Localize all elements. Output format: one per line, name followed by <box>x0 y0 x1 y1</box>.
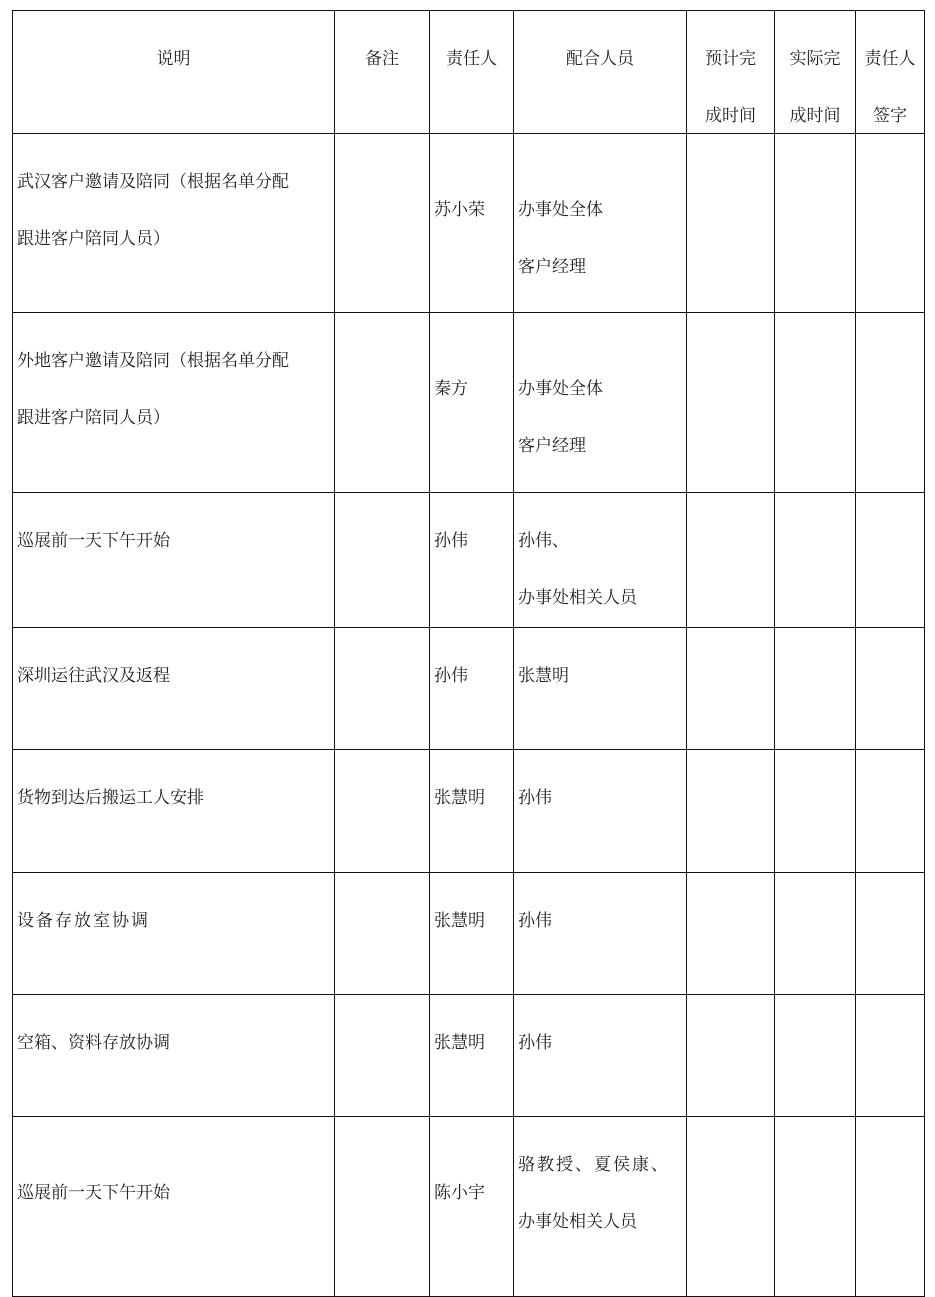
desc-cell: 空箱、资料存放协调 <box>13 995 335 1117</box>
helpers-cell: 孙伟 <box>514 995 687 1117</box>
header-row <box>13 11 925 134</box>
planned-time-cell <box>687 1117 775 1297</box>
header-actual-time: 实际完 成时间 <box>775 11 856 134</box>
helpers-cell: 孙伟 <box>514 750 687 873</box>
owner-cell: 苏小荣 <box>430 134 514 313</box>
note-cell <box>335 995 430 1117</box>
actual-time-cell <box>775 750 856 873</box>
planned-time-cell <box>687 493 775 628</box>
owner-cell: 张慧明 <box>430 995 514 1117</box>
desc-cell: 武汉客户邀请及陪同（根据名单分配 跟进客户陪同人员） <box>13 134 335 313</box>
actual-time-cell <box>775 134 856 313</box>
note-cell <box>335 628 430 750</box>
planned-time-cell <box>687 628 775 750</box>
note-cell <box>335 313 430 493</box>
signature-cell <box>856 995 925 1117</box>
table-row <box>13 750 925 873</box>
planned-time-cell <box>687 750 775 873</box>
signature-cell <box>856 313 925 493</box>
table-row <box>13 313 925 493</box>
signature-cell <box>856 493 925 628</box>
table-row <box>13 628 925 750</box>
note-cell <box>335 750 430 873</box>
desc-cell: 外地客户邀请及陪同（根据名单分配 跟进客户陪同人员） <box>13 313 335 493</box>
signature-cell <box>856 628 925 750</box>
note-cell <box>335 873 430 995</box>
header-note: 备注 <box>335 11 430 134</box>
planned-time-cell <box>687 134 775 313</box>
table-row <box>13 134 925 313</box>
header-owner: 责任人 <box>430 11 514 134</box>
owner-cell: 张慧明 <box>430 873 514 995</box>
owner-cell: 秦方 <box>430 313 514 493</box>
helpers-cell: 办事处全体 客户经理 <box>514 134 687 313</box>
actual-time-cell <box>775 1117 856 1297</box>
planned-time-cell <box>687 995 775 1117</box>
owner-cell: 孙伟 <box>430 493 514 628</box>
planned-time-cell <box>687 313 775 493</box>
actual-time-cell <box>775 313 856 493</box>
helpers-cell: 孙伟、 办事处相关人员 <box>514 493 687 628</box>
owner-cell: 陈小宇 <box>430 1117 514 1297</box>
note-cell <box>335 1117 430 1297</box>
note-cell <box>335 134 430 313</box>
signature-cell <box>856 873 925 995</box>
helpers-cell: 办事处全体 客户经理 <box>514 313 687 493</box>
header-signature: 责任人 签字 <box>856 11 925 134</box>
signature-cell <box>856 750 925 873</box>
helpers-cell: 孙伟 <box>514 873 687 995</box>
helpers-cell: 张慧明 <box>514 628 687 750</box>
task-table <box>12 10 925 1297</box>
table-row <box>13 873 925 995</box>
table-row <box>13 493 925 628</box>
desc-cell: 设备存放室协调 <box>13 873 335 995</box>
actual-time-cell <box>775 873 856 995</box>
desc-cell: 巡展前一天下午开始 <box>13 1117 335 1297</box>
actual-time-cell <box>775 628 856 750</box>
actual-time-cell <box>775 493 856 628</box>
desc-cell: 巡展前一天下午开始 <box>13 493 335 628</box>
owner-cell: 孙伟 <box>430 628 514 750</box>
actual-time-cell <box>775 995 856 1117</box>
planned-time-cell <box>687 873 775 995</box>
table-row <box>13 1117 925 1297</box>
header-desc: 说明 <box>13 11 335 134</box>
note-cell <box>335 493 430 628</box>
helpers-cell: 骆教授、夏侯康、 办事处相关人员 <box>514 1117 687 1297</box>
signature-cell <box>856 134 925 313</box>
desc-cell: 货物到达后搬运工人安排 <box>13 750 335 873</box>
signature-cell <box>856 1117 925 1297</box>
header-planned-time: 预计完 成时间 <box>687 11 775 134</box>
header-helpers: 配合人员 <box>514 11 687 134</box>
owner-cell: 张慧明 <box>430 750 514 873</box>
table-row <box>13 995 925 1117</box>
desc-cell: 深圳运往武汉及返程 <box>13 628 335 750</box>
